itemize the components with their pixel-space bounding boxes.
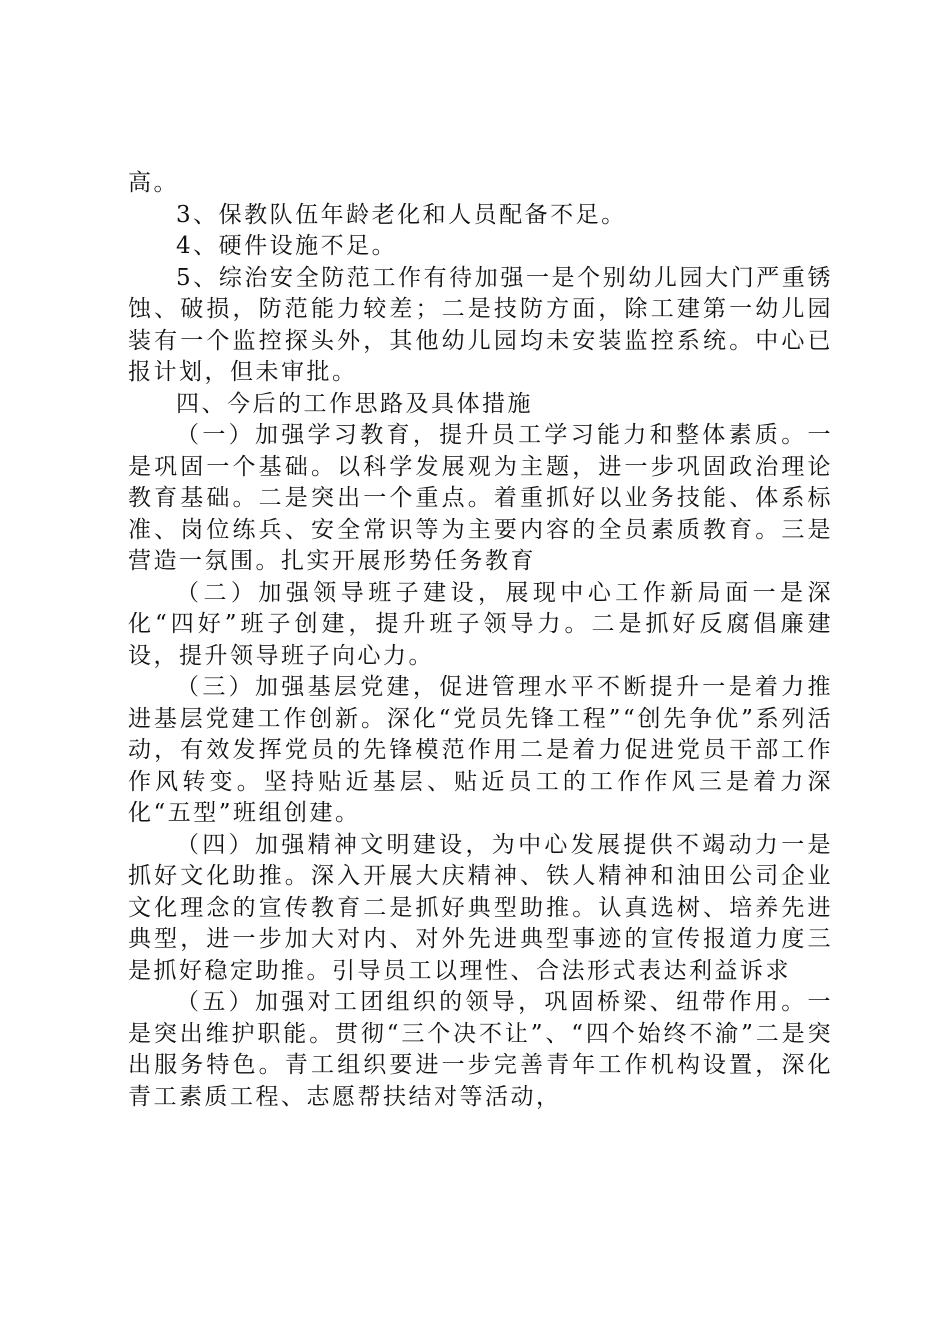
paragraph-measure-5: （五）加强对工团组织的领导，巩固桥梁、纽带作用。一是突出维护职能。贯彻“三个决不让”、“四个始终不渝”二是突出服务特色。青工组织要进一步完善青年工作机构设置，深化青工素质工程、志愿帮扶结对等活动， [128, 989, 833, 1110]
paragraph-measure-4: （四）加强精神文明建设，为中心发展提供不竭动力一是抓好文化助推。深入开展大庆精神、铁人精神和油田公司企业文化理念的宣传教育二是抓好典型助推。认真选树、培养先进典型，进一步加大对内、对外先进典型事迹的宣传报道力度三是抓好稳定助推。引导员工以理性、合法形式表达利益诉求 [128, 831, 833, 984]
paragraph-item-5: 5、综治安全防范工作有待加强一是个别幼儿园大门严重锈蚀、破损，防范能力较差；二是技防方面，除工建第一幼儿园装有一个监控探头外，其他幼儿园均未安装监控系统。中心已报计划，但未审批。 [128, 264, 833, 385]
paragraph-item-3: 3、保教队伍年龄老化和人员配备不足。 [176, 201, 627, 228]
section-heading-4: 四、今后的工作思路及具体措施 [176, 390, 533, 417]
paragraph-measure-3: （三）加强基层党建，促进管理水平不断提升一是着力推进基层党建工作创新。深化“党员先锋工程”“创先争优”系列活动，有效发挥党员的先锋模范作用二是着力促进党员干部工作作风转变。坚持贴近基层、贴近员工的工作作风三是着力深化“五型”班组创建。 [128, 674, 833, 826]
paragraph-item-4: 4、硬件设施不足。 [176, 233, 398, 259]
paragraph-measure-2: （二）加强领导班子建设，展现中心工作新局面一是深化“四好”班子创建，提升班子领导力。二是抓好反腐倡廉建设，提升领导班子向心力。 [128, 579, 833, 669]
document-body [128, 168, 833, 1113]
paragraph-continuation: 高。 [128, 170, 179, 196]
paragraph-measure-1: （一）加强学习教育，提升员工学习能力和整体素质。一是巩固一个基础。以科学发展观为主题，进一步巩固政治理论教育基础。二是突出一个重点。着重抓好以业务技能、体系标准、岗位练兵、安全常识等为主要内容的全员素质教育。三是营造一氛围。扎实开展形势任务教育 [128, 422, 833, 574]
